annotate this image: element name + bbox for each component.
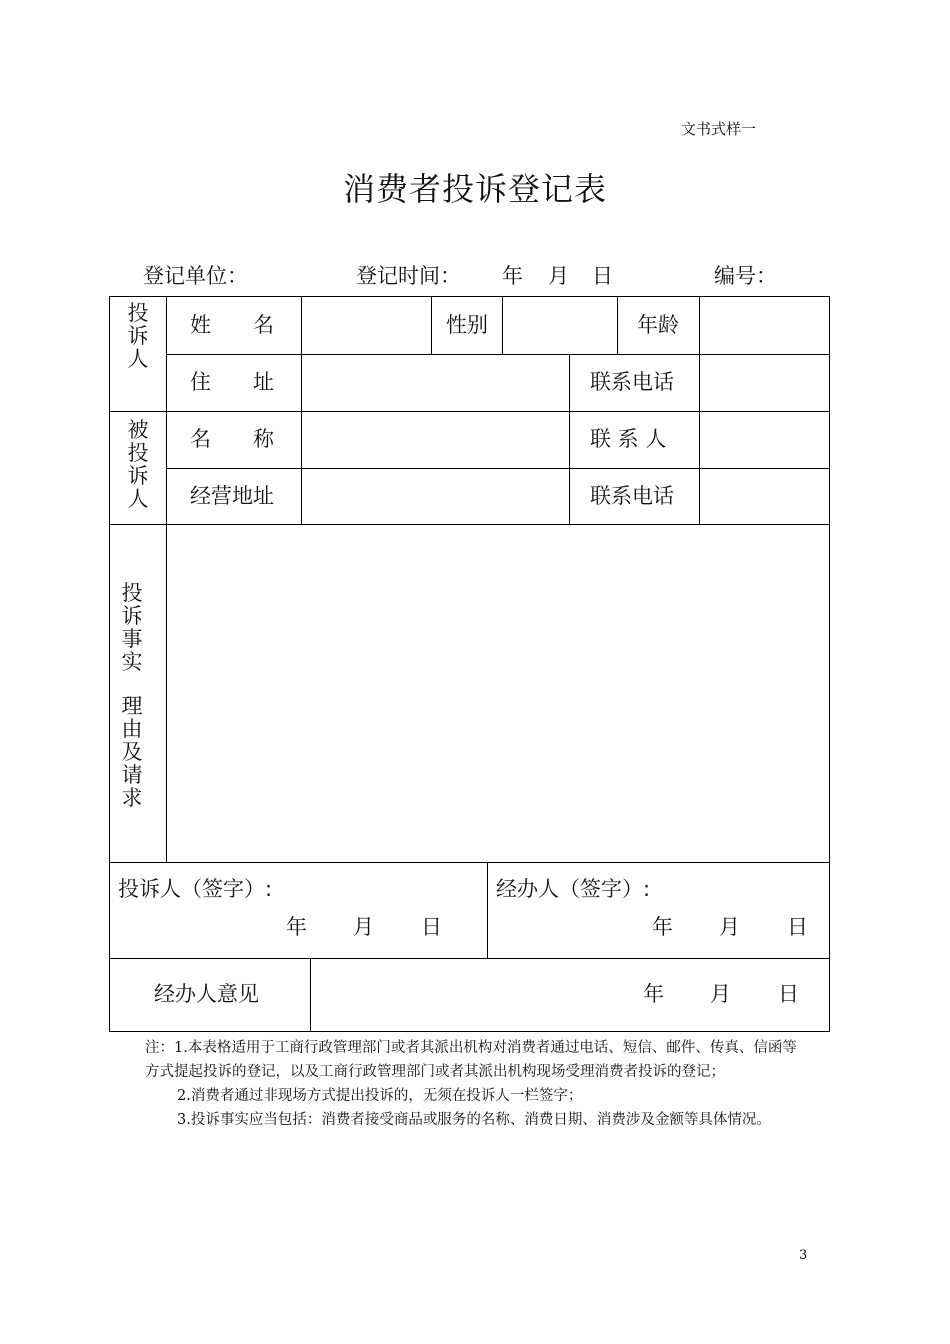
footnote-1: 注：1.本表格适用于工商行政管理部门或者其派出机构对消费者通过电话、短信、邮件、传真、信函等方式提起投诉的登记，以及工商行政管理部门或者其派出机构现场受理消费者投诉的登记；: [145, 1040, 797, 1080]
reasons-and-requests-label: 理由及请求: [121, 694, 143, 810]
respondent-name-label: 名 称: [190, 427, 274, 451]
column-divider: [301, 297, 302, 524]
row-divider: [110, 411, 830, 412]
handler-opinion-label: 经办人意见: [154, 982, 259, 1006]
registration-unit-label: 登记单位：: [143, 264, 248, 288]
column-divider: [310, 958, 311, 1032]
complainant-phone-label: 联系电话: [590, 370, 674, 394]
business-address-label: 经营地址: [190, 484, 274, 508]
contact-person-label: 联 系 人: [590, 427, 667, 451]
complainant-address-label: 住 址: [190, 370, 274, 394]
footnote-2: 2.消费者通过非现场方式提出投诉的，无须在投诉人一栏签字；: [177, 1088, 583, 1104]
column-divider: [569, 354, 570, 524]
opinion-day: 日: [778, 982, 799, 1006]
column-divider: [487, 862, 488, 958]
handler-signature-label: 经办人（签字）:: [496, 877, 651, 901]
row-divider: [167, 354, 830, 355]
handler-sign-day: 日: [787, 915, 808, 939]
page-number: 3: [799, 1248, 808, 1263]
complainant-section-label: 投诉人: [127, 301, 149, 371]
column-divider: [502, 297, 503, 354]
page-title: 消费者投诉登记表: [342, 170, 607, 208]
footnotes: [145, 1036, 810, 1132]
column-divider: [617, 297, 618, 354]
opinion-year: 年: [643, 982, 664, 1006]
row-divider: [110, 524, 830, 525]
column-divider: [699, 297, 700, 524]
complainant-signature-label: 投诉人（签字）:: [118, 877, 273, 901]
row-divider: [167, 468, 830, 469]
complainant-sign-day: 日: [421, 915, 442, 939]
registration-number-label: 编号：: [714, 264, 777, 288]
document-sample-label: 文书式样一: [681, 120, 757, 138]
column-divider: [431, 297, 432, 354]
complaint-registration-table: [109, 296, 830, 1032]
complaint-facts-label: 投诉事实: [121, 581, 143, 674]
header-month: 月: [548, 264, 569, 288]
gender-label: 性别: [446, 313, 488, 337]
age-label: 年龄: [637, 313, 679, 337]
row-divider: [110, 958, 830, 959]
complainant-name-label: 姓 名: [190, 313, 274, 337]
handler-sign-year: 年: [652, 915, 673, 939]
row-divider: [110, 862, 830, 863]
header-year: 年: [502, 264, 523, 288]
opinion-month: 月: [710, 982, 731, 1006]
header-day: 日: [592, 264, 613, 288]
handler-sign-month: 月: [719, 915, 740, 939]
column-divider: [166, 297, 167, 862]
complainant-sign-year: 年: [286, 915, 307, 939]
respondent-phone-label: 联系电话: [590, 484, 674, 508]
registration-time-label: 登记时间：: [356, 264, 461, 288]
footnote-3: 3.投诉事实应当包括：消费者接受商品或服务的名称、消费日期、消费涉及金额等具体情况。: [177, 1112, 771, 1128]
complainant-sign-month: 月: [353, 915, 374, 939]
respondent-section-label: 被投诉人: [127, 418, 149, 511]
